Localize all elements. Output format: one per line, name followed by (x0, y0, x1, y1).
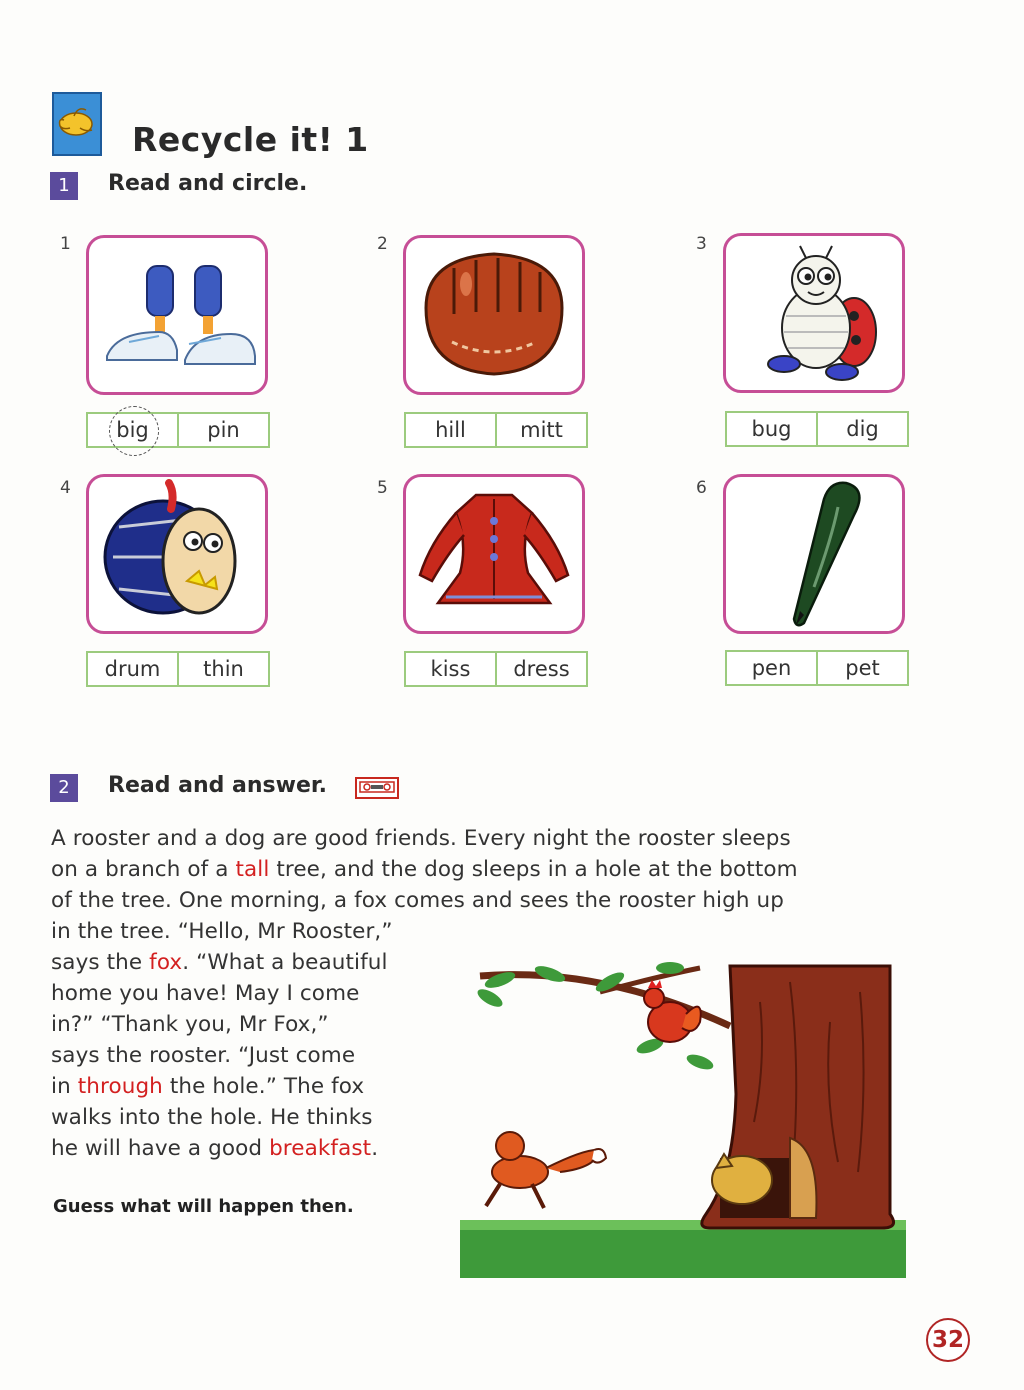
page-title: Recycle it! 1 (132, 120, 369, 159)
word-option[interactable]: hill (435, 418, 466, 442)
item-number: 4 (60, 478, 71, 498)
pen-picture (726, 477, 902, 631)
word-option[interactable]: bug (751, 417, 792, 441)
story-text-segment: the hole.” The fox (162, 1074, 365, 1099)
picture-card-drum (86, 474, 268, 634)
word-choice-box (86, 412, 270, 448)
word-choice-box (725, 411, 909, 447)
highlighted-word: tall (235, 857, 270, 882)
story-text-segment: he will have a good (51, 1136, 270, 1161)
picture-card-dress (403, 474, 585, 634)
story-text-segment: in?” “Thank you, Mr Fox,” (51, 1012, 329, 1037)
word-option[interactable]: pet (816, 652, 907, 684)
picture-card-bug (723, 233, 905, 393)
word-option[interactable]: pin (177, 414, 268, 446)
highlighted-word: breakfast (269, 1136, 372, 1161)
story-text-segment: A rooster and a dog are good friends. Every night the rooster sleeps (51, 826, 791, 851)
word-option[interactable]: dig (816, 413, 907, 445)
story-line (51, 950, 388, 975)
story-text-segment: . (371, 1136, 379, 1161)
highlighted-word: fox (149, 950, 183, 975)
item-number: 2 (377, 234, 388, 254)
section-1-title: Read and circle. (108, 171, 308, 196)
story-text-segment: . “What a beautiful (182, 950, 388, 975)
word-option[interactable]: big (88, 414, 177, 446)
word-option[interactable]: dress (495, 653, 586, 685)
dress-picture (406, 477, 582, 631)
story-line (51, 1105, 373, 1130)
page-number: 32 (926, 1318, 970, 1362)
section-2-badge: 2 (50, 774, 78, 802)
bug-picture (726, 236, 902, 390)
story-line (51, 919, 393, 944)
story-text-segment: tree, and the dog sleeps in a hole at the bottom (269, 857, 798, 882)
picture-card-sneakers (86, 235, 268, 395)
word-choice-box (725, 650, 909, 686)
highlighted-word: through (77, 1074, 163, 1099)
word-choice-box (86, 651, 270, 687)
item-number: 3 (696, 234, 707, 254)
guess-question: Guess what will happen then. (53, 1196, 354, 1217)
story-line (51, 826, 791, 851)
picture-card-mitt (403, 235, 585, 395)
story-text-segment: walks into the hole. He thinks (51, 1105, 373, 1130)
story-line (51, 1043, 355, 1068)
story-text-segment: in the tree. “Hello, Mr Rooster,” (51, 919, 393, 944)
story-text-segment: in (51, 1074, 78, 1099)
sneakers-picture (89, 238, 265, 392)
picture-card-pen (723, 474, 905, 634)
story-text-segment: says the rooster. “Just come (51, 1043, 356, 1068)
item-number: 5 (377, 478, 388, 498)
word-option[interactable]: drum (104, 657, 161, 681)
section-1-badge: 1 (50, 172, 78, 200)
story-text-segment: of the tree. One morning, a fox comes and sees the rooster high up (51, 888, 785, 913)
word-option[interactable]: mitt (495, 414, 586, 446)
word-option[interactable]: thin (177, 653, 268, 685)
mitt-picture (406, 238, 582, 392)
item-number: 6 (696, 478, 707, 498)
section-2-title: Read and answer. (108, 773, 327, 798)
story-line (51, 1012, 329, 1037)
story-text-segment: home you have! May I come (51, 981, 360, 1006)
story-line (51, 857, 798, 882)
unit-hand-icon (52, 92, 102, 156)
story-line (51, 981, 359, 1006)
story-line (51, 1074, 364, 1099)
word-option[interactable]: pen (751, 656, 792, 680)
word-choice-box (404, 412, 588, 448)
word-option[interactable]: kiss (430, 657, 471, 681)
story-illustration (460, 962, 906, 1278)
word-choice-box (404, 651, 588, 687)
story-line (51, 1136, 378, 1161)
cassette-icon (355, 777, 399, 799)
story-line (51, 888, 784, 913)
drum-picture (89, 477, 265, 631)
story-text-segment: says the (51, 950, 150, 975)
story-text-segment: on a branch of a (51, 857, 236, 882)
item-number: 1 (60, 234, 71, 254)
